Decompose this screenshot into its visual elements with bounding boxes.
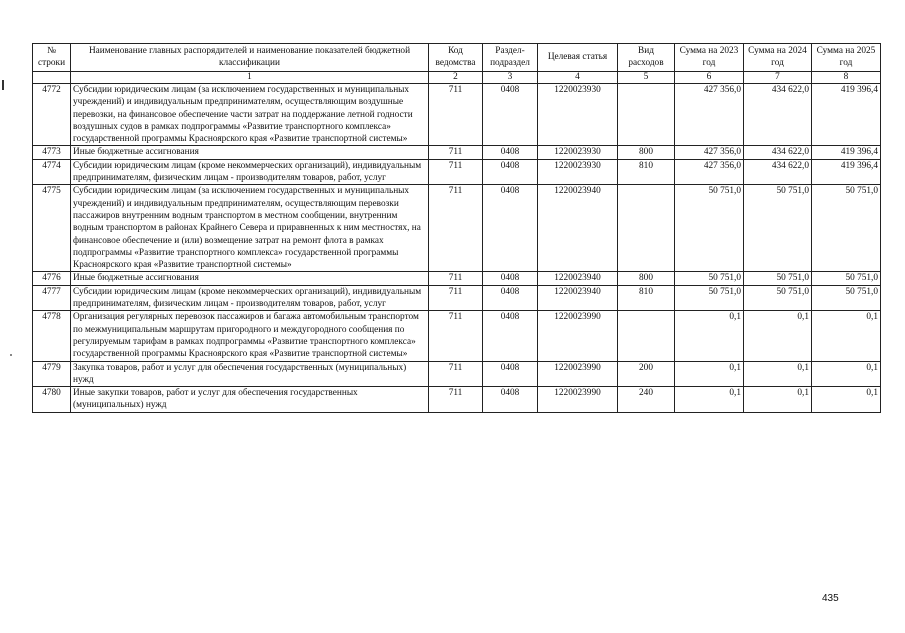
sum-2024: 50 751,0	[744, 272, 812, 285]
row-name: Закупка товаров, работ и услуг для обеспечения государственных (муниципальных) нужд	[71, 361, 429, 387]
vid-code: 200	[618, 361, 675, 387]
razdel-code: 0408	[483, 84, 538, 146]
vedomstvo-code: 711	[429, 146, 483, 159]
razdel-code: 0408	[483, 185, 538, 272]
header-cell: Сумма на 2025 год	[812, 44, 881, 72]
sum-2024: 50 751,0	[744, 185, 812, 272]
sum-2023: 427 356,0	[675, 159, 744, 185]
row-number: 4776	[33, 272, 71, 285]
sum-2023: 427 356,0	[675, 146, 744, 159]
header-cell: Сумма на 2023 год	[675, 44, 744, 72]
table-row	[33, 285, 881, 311]
sum-2023: 427 356,0	[675, 84, 744, 146]
sum-2025: 419 396,4	[812, 84, 881, 146]
row-number: 4773	[33, 146, 71, 159]
sum-2025: 419 396,4	[812, 146, 881, 159]
row-number: 4774	[33, 159, 71, 185]
sum-2024: 434 622,0	[744, 159, 812, 185]
razdel-code: 0408	[483, 272, 538, 285]
row-name: Организация регулярных перевозок пассажиров и багажа автомобильным транспортом по межмуниципальным маршрутам пригородного и междугородного сообщения по регулируемым тарифам в рамках подпрограммы «Развитие транспортного комплекса» государственной программы Красноярского края «Развитие транспортной системы»	[71, 311, 429, 361]
column-number: 5	[618, 72, 675, 84]
sum-2023: 0,1	[675, 311, 744, 361]
vid-code	[618, 84, 675, 146]
sum-2023: 0,1	[675, 387, 744, 413]
vid-code	[618, 185, 675, 272]
vid-code	[618, 311, 675, 361]
vedomstvo-code: 711	[429, 84, 483, 146]
statya-code: 1220023930	[538, 84, 618, 146]
sum-2024: 50 751,0	[744, 285, 812, 311]
sum-2024: 0,1	[744, 387, 812, 413]
statya-code: 1220023940	[538, 272, 618, 285]
column-number: 7	[744, 72, 812, 84]
razdel-code: 0408	[483, 387, 538, 413]
sum-2024: 0,1	[744, 361, 812, 387]
column-number: 2	[429, 72, 483, 84]
sum-2024: 434 622,0	[744, 84, 812, 146]
table-row	[33, 159, 881, 185]
row-name: Субсидии юридическим лицам (за исключением государственных и муниципальных учреждений) и индивидуальным предпринимателям, осуществляющим перевозки пассажиров внутренним водным транспортом в местном сообщении, внутренним водным транспортом в районах Крайнего Севера и приравненных к ним местностях, на финансовое обеспечение и (или) возмещение затрат на ремонт флота в рамках подпрограммы «Развитие транспортного комплекса» государственной программы Красноярского края «Развитие транспортной системы»	[71, 185, 429, 272]
sum-2025: 0,1	[812, 311, 881, 361]
sum-2025: 419 396,4	[812, 159, 881, 185]
razdel-code: 0408	[483, 146, 538, 159]
statya-code: 1220023990	[538, 311, 618, 361]
vid-code: 800	[618, 146, 675, 159]
header-cell: Наименование главных распорядителей и наименование показателей бюджетной классификации	[71, 44, 429, 72]
row-number: 4779	[33, 361, 71, 387]
vedomstvo-code: 711	[429, 159, 483, 185]
sum-2024: 0,1	[744, 311, 812, 361]
scan-mark	[2, 80, 4, 90]
sum-2023: 50 751,0	[675, 272, 744, 285]
sum-2023: 50 751,0	[675, 185, 744, 272]
statya-code: 1220023990	[538, 387, 618, 413]
table-row	[33, 146, 881, 159]
column-number: 3	[483, 72, 538, 84]
row-number: 4780	[33, 387, 71, 413]
statya-code: 1220023930	[538, 146, 618, 159]
row-name: Иные закупки товаров, работ и услуг для обеспечения государственных (муниципальных) нужд	[71, 387, 429, 413]
header-cell: Раздел-подраздел	[483, 44, 538, 72]
vedomstvo-code: 711	[429, 311, 483, 361]
row-number: 4777	[33, 285, 71, 311]
statya-code: 1220023940	[538, 185, 618, 272]
row-number: 4772	[33, 84, 71, 146]
page-number: 435	[822, 593, 839, 604]
razdel-code: 0408	[483, 361, 538, 387]
header-cell: Целевая статья	[538, 44, 618, 72]
column-number-row	[33, 72, 881, 84]
vedomstvo-code: 711	[429, 285, 483, 311]
column-number: 6	[675, 72, 744, 84]
column-number: 1	[71, 72, 429, 84]
sum-2024: 434 622,0	[744, 146, 812, 159]
row-number: 4778	[33, 311, 71, 361]
vedomstvo-code: 711	[429, 272, 483, 285]
row-name: Иные бюджетные ассигнования	[71, 146, 429, 159]
table-row	[33, 84, 881, 146]
sum-2025: 0,1	[812, 361, 881, 387]
statya-code: 1220023940	[538, 285, 618, 311]
table-row	[33, 272, 881, 285]
statya-code: 1220023930	[538, 159, 618, 185]
razdel-code: 0408	[483, 311, 538, 361]
table-row	[33, 185, 881, 272]
row-name: Иные бюджетные ассигнования	[71, 272, 429, 285]
sum-2023: 50 751,0	[675, 285, 744, 311]
table-row	[33, 311, 881, 361]
row-number: 4775	[33, 185, 71, 272]
header-cell: № строки	[33, 44, 71, 72]
sum-2023: 0,1	[675, 361, 744, 387]
table-row	[33, 361, 881, 387]
vedomstvo-code: 711	[429, 185, 483, 272]
sum-2025: 50 751,0	[812, 285, 881, 311]
header-row	[33, 44, 881, 72]
header-cell: Вид расходов	[618, 44, 675, 72]
sum-2025: 50 751,0	[812, 272, 881, 285]
vid-code: 810	[618, 159, 675, 185]
razdel-code: 0408	[483, 285, 538, 311]
statya-code: 1220023990	[538, 361, 618, 387]
column-number: 8	[812, 72, 881, 84]
row-name: Субсидии юридическим лицам (кроме некоммерческих организаций), индивидуальным предпринимателям, физическим лицам - производителям товаров, работ, услуг	[71, 159, 429, 185]
vedomstvo-code: 711	[429, 387, 483, 413]
header-cell: Сумма на 2024 год	[744, 44, 812, 72]
vid-code: 240	[618, 387, 675, 413]
razdel-code: 0408	[483, 159, 538, 185]
vid-code: 800	[618, 272, 675, 285]
table-row	[33, 387, 881, 413]
column-number: 4	[538, 72, 618, 84]
row-name: Субсидии юридическим лицам (кроме некоммерческих организаций), индивидуальным предпринимателям, физическим лицам - производителям товаров, работ, услуг	[71, 285, 429, 311]
column-number	[33, 72, 71, 84]
scan-dot	[10, 354, 12, 356]
budget-table	[32, 43, 881, 413]
row-name: Субсидии юридическим лицам (за исключением государственных и муниципальных учреждений) и индивидуальным предпринимателям, осуществляющим воздушные перевозки, на финансовое обеспечение части затрат на поддержание летной годности воздушных судов в рамках подпрограммы «Развитие транспортного комплекса» государственной программы Красноярского края «Развитие транспортной системы»	[71, 84, 429, 146]
sum-2025: 50 751,0	[812, 185, 881, 272]
sum-2025: 0,1	[812, 387, 881, 413]
vedomstvo-code: 711	[429, 361, 483, 387]
vid-code: 810	[618, 285, 675, 311]
header-cell: Код ведомства	[429, 44, 483, 72]
